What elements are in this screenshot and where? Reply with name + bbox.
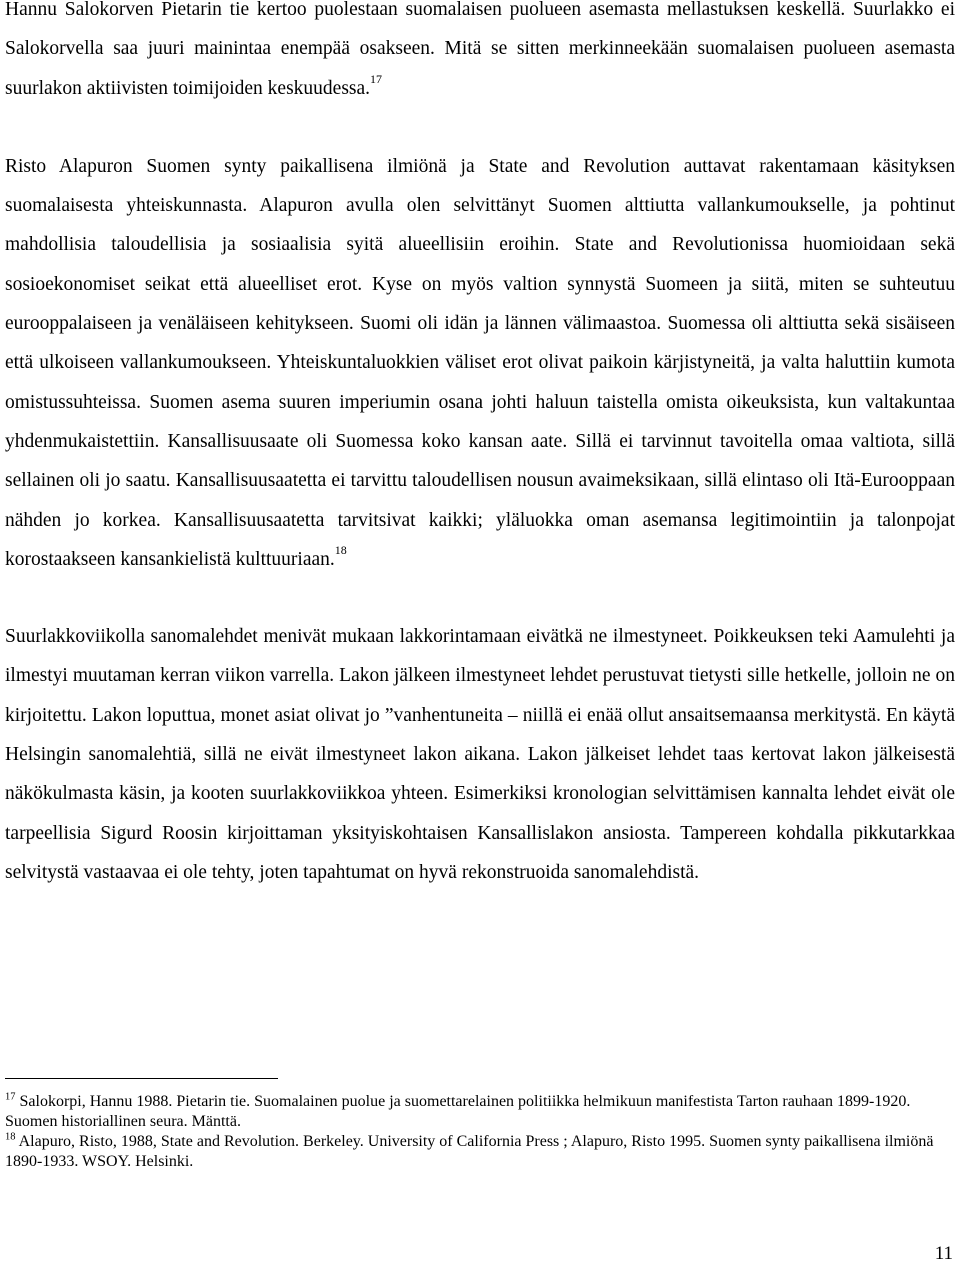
paragraph <box>5 0 955 108</box>
document-page <box>5 0 955 892</box>
footnote-reference[interactable]: 18 <box>334 543 347 558</box>
paragraph-text: Risto Alapuron Suomen synty paikallisena ilmiönä ja State and Revolution auttavat rakentamaan käsityksen suomalaisesta yhteiskunnasta. Alapuron avulla olen selvittänyt Suomen alttiutta vallankumoukselle, ja pohtinut mahdollisia taloudellisia ja sosiaalisia syitä alueellisiin eroihin. State and Revolutionissa huomioidaan sekä sosioekonomiset seikat että alueelliset erot. Kyse on myös valtion synnystä Suomeen ja siitä, miten se suhteutuu eurooppalaiseen ja venäläiseen kehitykseen. Suomi oli idän ja lännen välimaastoa. Suomessa oli alttiutta sekä sisäiseen että ulkoiseen vallankumoukseen. Yhteiskuntaluokkien väliset erot olivat paikoin kärjistyneitä, ja valta haluttiin kumota omistussuhteissa. Suomen asema suuren imperiumin osana johti haluun taistella omista oikeuksista, kun valtakuntaa yhdenmukaistettiin. Kansallisuusaate oli Suomessa koko kansan aate. Sillä ei tarvinnut tavoitella omaa valtiota, sillä sellainen oli jo saatu. Kansallisuusaatetta ei tarvittu taloudellisen nousun avaimeksikaan, sillä elintaso oli Itä-Eurooppaan nähden jo korkea. Kansallisuusaatetta tarvitsivat kaikki; yläluokka oman asemansa legitimointiin ja talonpojat korostaakseen kansankielistä kulttuuriaan. <box>5 155 955 570</box>
footnote-text: Alapuro, Risto, 1988, State and Revolution. Berkeley. University of California Press ; Alapuro, Risto 1995. Suomen synty paikallisena ilmiönä 1890-1933. WSOY. Helsinki. <box>5 1133 934 1170</box>
footnote-text: Salokorpi, Hannu 1988. Pietarin tie. Suomalainen puolue ja suomettarelainen politiikka helmikuun manifestista Tarton rauhaan 1899-1920. Suomen historiallinen seura. Mänttä. <box>5 1093 911 1130</box>
footnotes-section <box>5 1092 940 1172</box>
paragraph-text: Suurlakkoviikolla sanomalehdet menivät mukaan lakkorintamaan eivätkä ne ilmestyneet. Poikkeuksen teki Aamulehti ja ilmestyi muutaman kerran viikon varrella. Lakon jälkeen ilmestyneet lehdet perustuvat tietysti sille hetkelle, jolloin ne on kirjoitettu. Lakon loputtua, monet asiat olivat jo ”vanhentuneita – niillä ei enää ollut ansaitsemaansa merkitystä. En käytä Helsingin sanomalehtiä, sillä ne eivät ilmestyneet lakon aikana. Lakon jälkeiset lehdet taas kertovat lakon jälkeisestä näkökulmasta käsin, ja kooten suurlakkoviikkoa yhteen. Esimerkiksi kronologian selvittämisen kannalta lehdet eivät ole tarpeellisia Sigurd Roosin kirjoittaman yksityiskohtaisen Kansallislakon ansiosta. Tampereen kohdalla pikkutarkkaa selvitystä vastaavaa ei ole tehty, joten tapahtumat on hyvä rekonstruoida sanomalehdistä. <box>5 626 955 883</box>
footnote-reference[interactable]: 17 <box>370 72 383 87</box>
footnote <box>5 1132 940 1172</box>
footnote <box>5 1092 940 1132</box>
page-number: 11 <box>934 1243 953 1264</box>
footnote-number: 17 <box>5 1091 16 1103</box>
footnote-number: 18 <box>5 1131 16 1143</box>
paragraph <box>5 617 955 892</box>
paragraph-text: Hannu Salokorven Pietarin tie kertoo puolestaan suomalaisen puolueen asemasta mellastuksen keskellä. Suurlakko ei Salokorvella saa juuri mainintaa enempää osakseen. Mitä se sitten merkinneekään suomalaisen puolueen asemasta suurlakon aktiivisten toimijoiden keskuudessa. <box>5 0 955 99</box>
footnote-separator <box>5 1078 278 1079</box>
paragraph <box>5 147 955 579</box>
